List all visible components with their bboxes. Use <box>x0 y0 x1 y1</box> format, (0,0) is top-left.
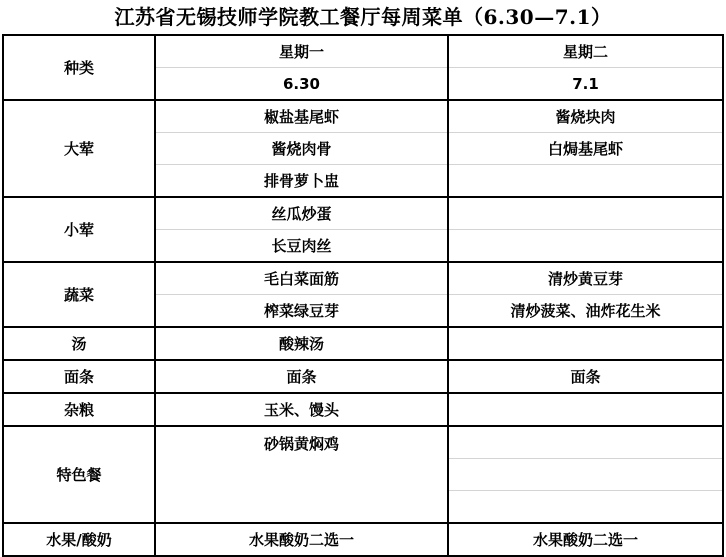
dish-cell: 清炒黄豆芽 <box>448 262 723 295</box>
table-row <box>3 327 723 360</box>
category-cell: 水果/酸奶 <box>3 523 155 556</box>
date-tuesday: 7.1 <box>448 68 723 101</box>
table-row <box>3 426 723 459</box>
category-cell: 蔬菜 <box>3 262 155 327</box>
dish-cell: 玉米、馒头 <box>155 393 448 426</box>
dish-cell: 水果酸奶二选一 <box>155 523 448 556</box>
empty-cell <box>448 491 723 524</box>
page-title: 江苏省无锡技师学院教工餐厅每周菜单（6.30—7.1） <box>114 5 612 29</box>
dish-cell: 白焗基尾虾 <box>448 133 723 165</box>
dish-cell: 酱烧肉骨 <box>155 133 448 165</box>
date-monday: 6.30 <box>155 68 448 101</box>
dish-cell: 清炒菠菜、油炸花生米 <box>448 295 723 328</box>
dish-cell: 酸辣汤 <box>155 327 448 360</box>
dish-cell: 椒盐基尾虾 <box>155 100 448 133</box>
empty-cell <box>448 459 723 491</box>
category-cell: 大荤 <box>3 100 155 197</box>
header-row-days <box>3 35 723 68</box>
table-row <box>3 197 723 230</box>
dish-cell: 砂锅黄焖鸡 <box>155 426 448 523</box>
dish-cell: 排骨萝卜盅 <box>155 165 448 198</box>
dish-cell <box>448 197 723 230</box>
dish-cell <box>448 327 723 360</box>
category-header: 种类 <box>3 35 155 100</box>
dish-cell <box>448 393 723 426</box>
category-cell: 小荤 <box>3 197 155 262</box>
category-cell: 面条 <box>3 360 155 393</box>
dish-cell: 水果酸奶二选一 <box>448 523 723 556</box>
dish-cell: 面条 <box>448 360 723 393</box>
dish-cell: 长豆肉丝 <box>155 230 448 263</box>
dish-cell: 丝瓜炒蛋 <box>155 197 448 230</box>
category-cell: 杂粮 <box>3 393 155 426</box>
table-row <box>3 100 723 133</box>
table-row <box>3 262 723 295</box>
dish-cell <box>448 165 723 198</box>
table-row <box>3 393 723 426</box>
table-row <box>3 523 723 556</box>
dish-cell: 酱烧块肉 <box>448 100 723 133</box>
weekly-menu-table <box>2 34 724 557</box>
category-cell: 汤 <box>3 327 155 360</box>
dish-cell: 面条 <box>155 360 448 393</box>
table-row <box>3 360 723 393</box>
day-header-monday: 星期一 <box>155 35 448 68</box>
dish-cell <box>448 230 723 263</box>
dish-cell: 榨菜绿豆芽 <box>155 295 448 328</box>
dish-cell <box>448 426 723 459</box>
dish-cell: 毛白菜面筋 <box>155 262 448 295</box>
day-header-tuesday: 星期二 <box>448 35 723 68</box>
category-cell: 特色餐 <box>3 426 155 523</box>
